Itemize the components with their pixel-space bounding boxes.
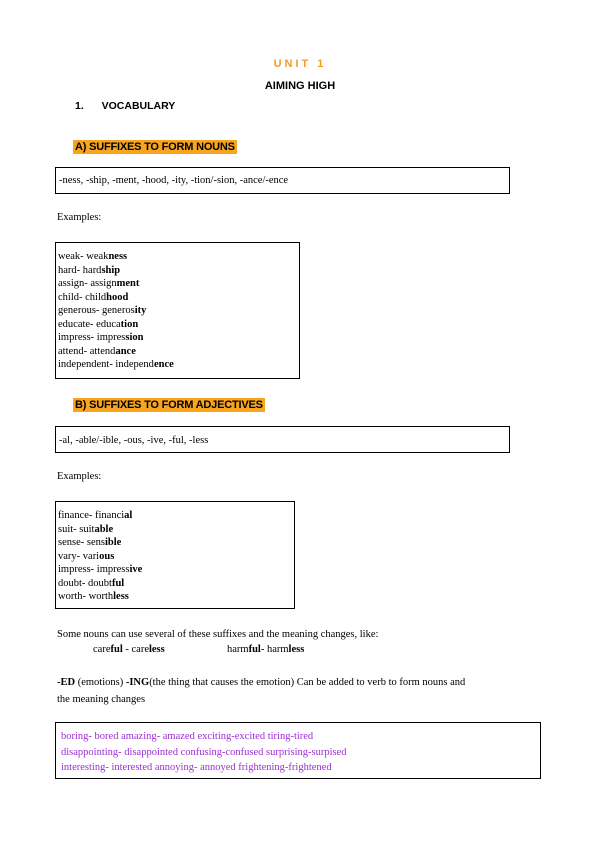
noun-example-item bbox=[58, 331, 296, 345]
example-base: generous- generos bbox=[58, 305, 135, 316]
adjective-example-item bbox=[58, 523, 291, 537]
section-a-title: A) SUFFIXES TO FORM NOUNS bbox=[75, 141, 235, 153]
example-base: child- child bbox=[58, 291, 107, 303]
example-base: educate- educa bbox=[58, 318, 121, 330]
example-suffix: sion bbox=[125, 332, 144, 343]
example-suffix: ship bbox=[101, 264, 121, 276]
harmful-suffix: ful bbox=[248, 644, 261, 655]
noun-example-item bbox=[58, 250, 296, 264]
example-suffix: hood bbox=[106, 291, 129, 303]
careful-base: care bbox=[93, 644, 111, 655]
noun-example-item bbox=[58, 358, 296, 372]
ed-ing-examples-line-3: interesting- interested annoying- annoyed frightening-frightened bbox=[61, 762, 332, 773]
ed-description: (emotions) bbox=[75, 677, 126, 688]
note-text: Some nouns can use several of these suffixes and the meaning changes, like: bbox=[57, 629, 379, 640]
adjective-suffixes: -al, -able/-ible, -ous, -ive, -ful, -less bbox=[59, 435, 209, 446]
section-a-heading bbox=[73, 137, 237, 155]
ed-ing-examples-box bbox=[55, 722, 541, 779]
adjective-example-item bbox=[58, 550, 291, 564]
example-base: doubt- doubt bbox=[58, 577, 112, 589]
unit-heading: UNIT 1 bbox=[273, 58, 327, 70]
section-a-examples-label: Examples: bbox=[57, 212, 102, 223]
example-base: assign- assign bbox=[58, 278, 117, 289]
note-example-harmful bbox=[227, 643, 304, 657]
section-b-heading bbox=[73, 395, 265, 413]
vocabulary-number: 1. bbox=[75, 100, 84, 112]
example-suffix: al bbox=[124, 510, 133, 521]
example-base: finance- financi bbox=[58, 510, 125, 521]
ing-label: -ING bbox=[125, 677, 150, 688]
example-base: weak- weak bbox=[58, 251, 109, 262]
ed-ing-examples-line-2: disappointing- disappointed confusing-confused surprising-surpised bbox=[61, 746, 347, 758]
noun-suffixes: -ness, -ship, -ment, -hood, -ity, -tion/-sion, -ance/-ence bbox=[59, 175, 289, 186]
example-suffix: tion bbox=[120, 318, 139, 330]
noun-examples-box bbox=[55, 242, 300, 379]
note-example-careful bbox=[93, 643, 165, 657]
noun-example-item bbox=[58, 291, 296, 305]
example-base: impress- impres bbox=[58, 332, 126, 343]
example-suffix: ment bbox=[116, 278, 140, 289]
section-b-title: B) SUFFIXES TO FORM ADJECTIVES bbox=[75, 399, 263, 411]
example-suffix: ity bbox=[134, 305, 147, 316]
ed-ing-paragraph-line2: the meaning changes bbox=[57, 694, 146, 705]
example-suffix: ance bbox=[115, 345, 136, 357]
example-base: impress- impress bbox=[58, 564, 130, 575]
adjective-example-item bbox=[58, 509, 291, 523]
example-suffix: ence bbox=[153, 359, 174, 370]
example-base: independent- independ bbox=[58, 359, 154, 370]
harmless-base: - harm bbox=[260, 644, 289, 655]
example-base: suit- suit bbox=[58, 523, 95, 535]
ed-label: -ED bbox=[57, 677, 76, 688]
example-base: worth- worth bbox=[58, 591, 114, 602]
example-suffix: ness bbox=[108, 251, 128, 262]
example-suffix: ive bbox=[129, 564, 143, 575]
vocabulary-title: VOCABULARY bbox=[101, 100, 176, 112]
example-suffix: ible bbox=[104, 537, 122, 548]
adjective-suffixes-box bbox=[55, 426, 510, 453]
example-suffix: ful bbox=[111, 577, 125, 589]
careless-base: - care bbox=[122, 644, 149, 655]
adjective-example-item bbox=[58, 590, 291, 604]
adjective-example-item bbox=[58, 563, 291, 577]
example-suffix: able bbox=[94, 523, 114, 535]
page-title: AIMING HIGH bbox=[264, 80, 336, 92]
example-base: attend- attend bbox=[58, 345, 116, 357]
harmful-base: harm bbox=[227, 644, 249, 655]
noun-example-item bbox=[58, 345, 296, 359]
vocabulary-heading bbox=[75, 100, 175, 112]
example-base: hard- hard bbox=[58, 264, 102, 276]
adjective-example-item bbox=[58, 577, 291, 591]
careless-suffix: less bbox=[148, 644, 165, 655]
harmless-suffix: less bbox=[288, 644, 305, 655]
ed-ing-paragraph bbox=[57, 676, 465, 690]
adjective-example-item bbox=[58, 536, 291, 550]
noun-example-item bbox=[58, 318, 296, 332]
noun-example-item bbox=[58, 264, 296, 278]
noun-example-item bbox=[58, 277, 296, 291]
ing-description: (the thing that causes the emotion) Can be added to verb to form nouns and bbox=[149, 677, 466, 688]
section-b-examples-label: Examples: bbox=[57, 471, 102, 482]
noun-example-item bbox=[58, 304, 296, 318]
example-base: sense- sens bbox=[58, 537, 105, 548]
careful-suffix: ful bbox=[110, 644, 123, 655]
example-suffix: ous bbox=[99, 550, 115, 562]
noun-suffixes-box bbox=[55, 167, 510, 194]
ed-ing-examples-line-1: boring- bored amazing- amazed exciting-excited tiring-tired bbox=[61, 731, 314, 742]
example-base: vary- vari bbox=[58, 550, 100, 562]
adjective-examples-box bbox=[55, 501, 295, 609]
example-suffix: less bbox=[113, 591, 129, 602]
